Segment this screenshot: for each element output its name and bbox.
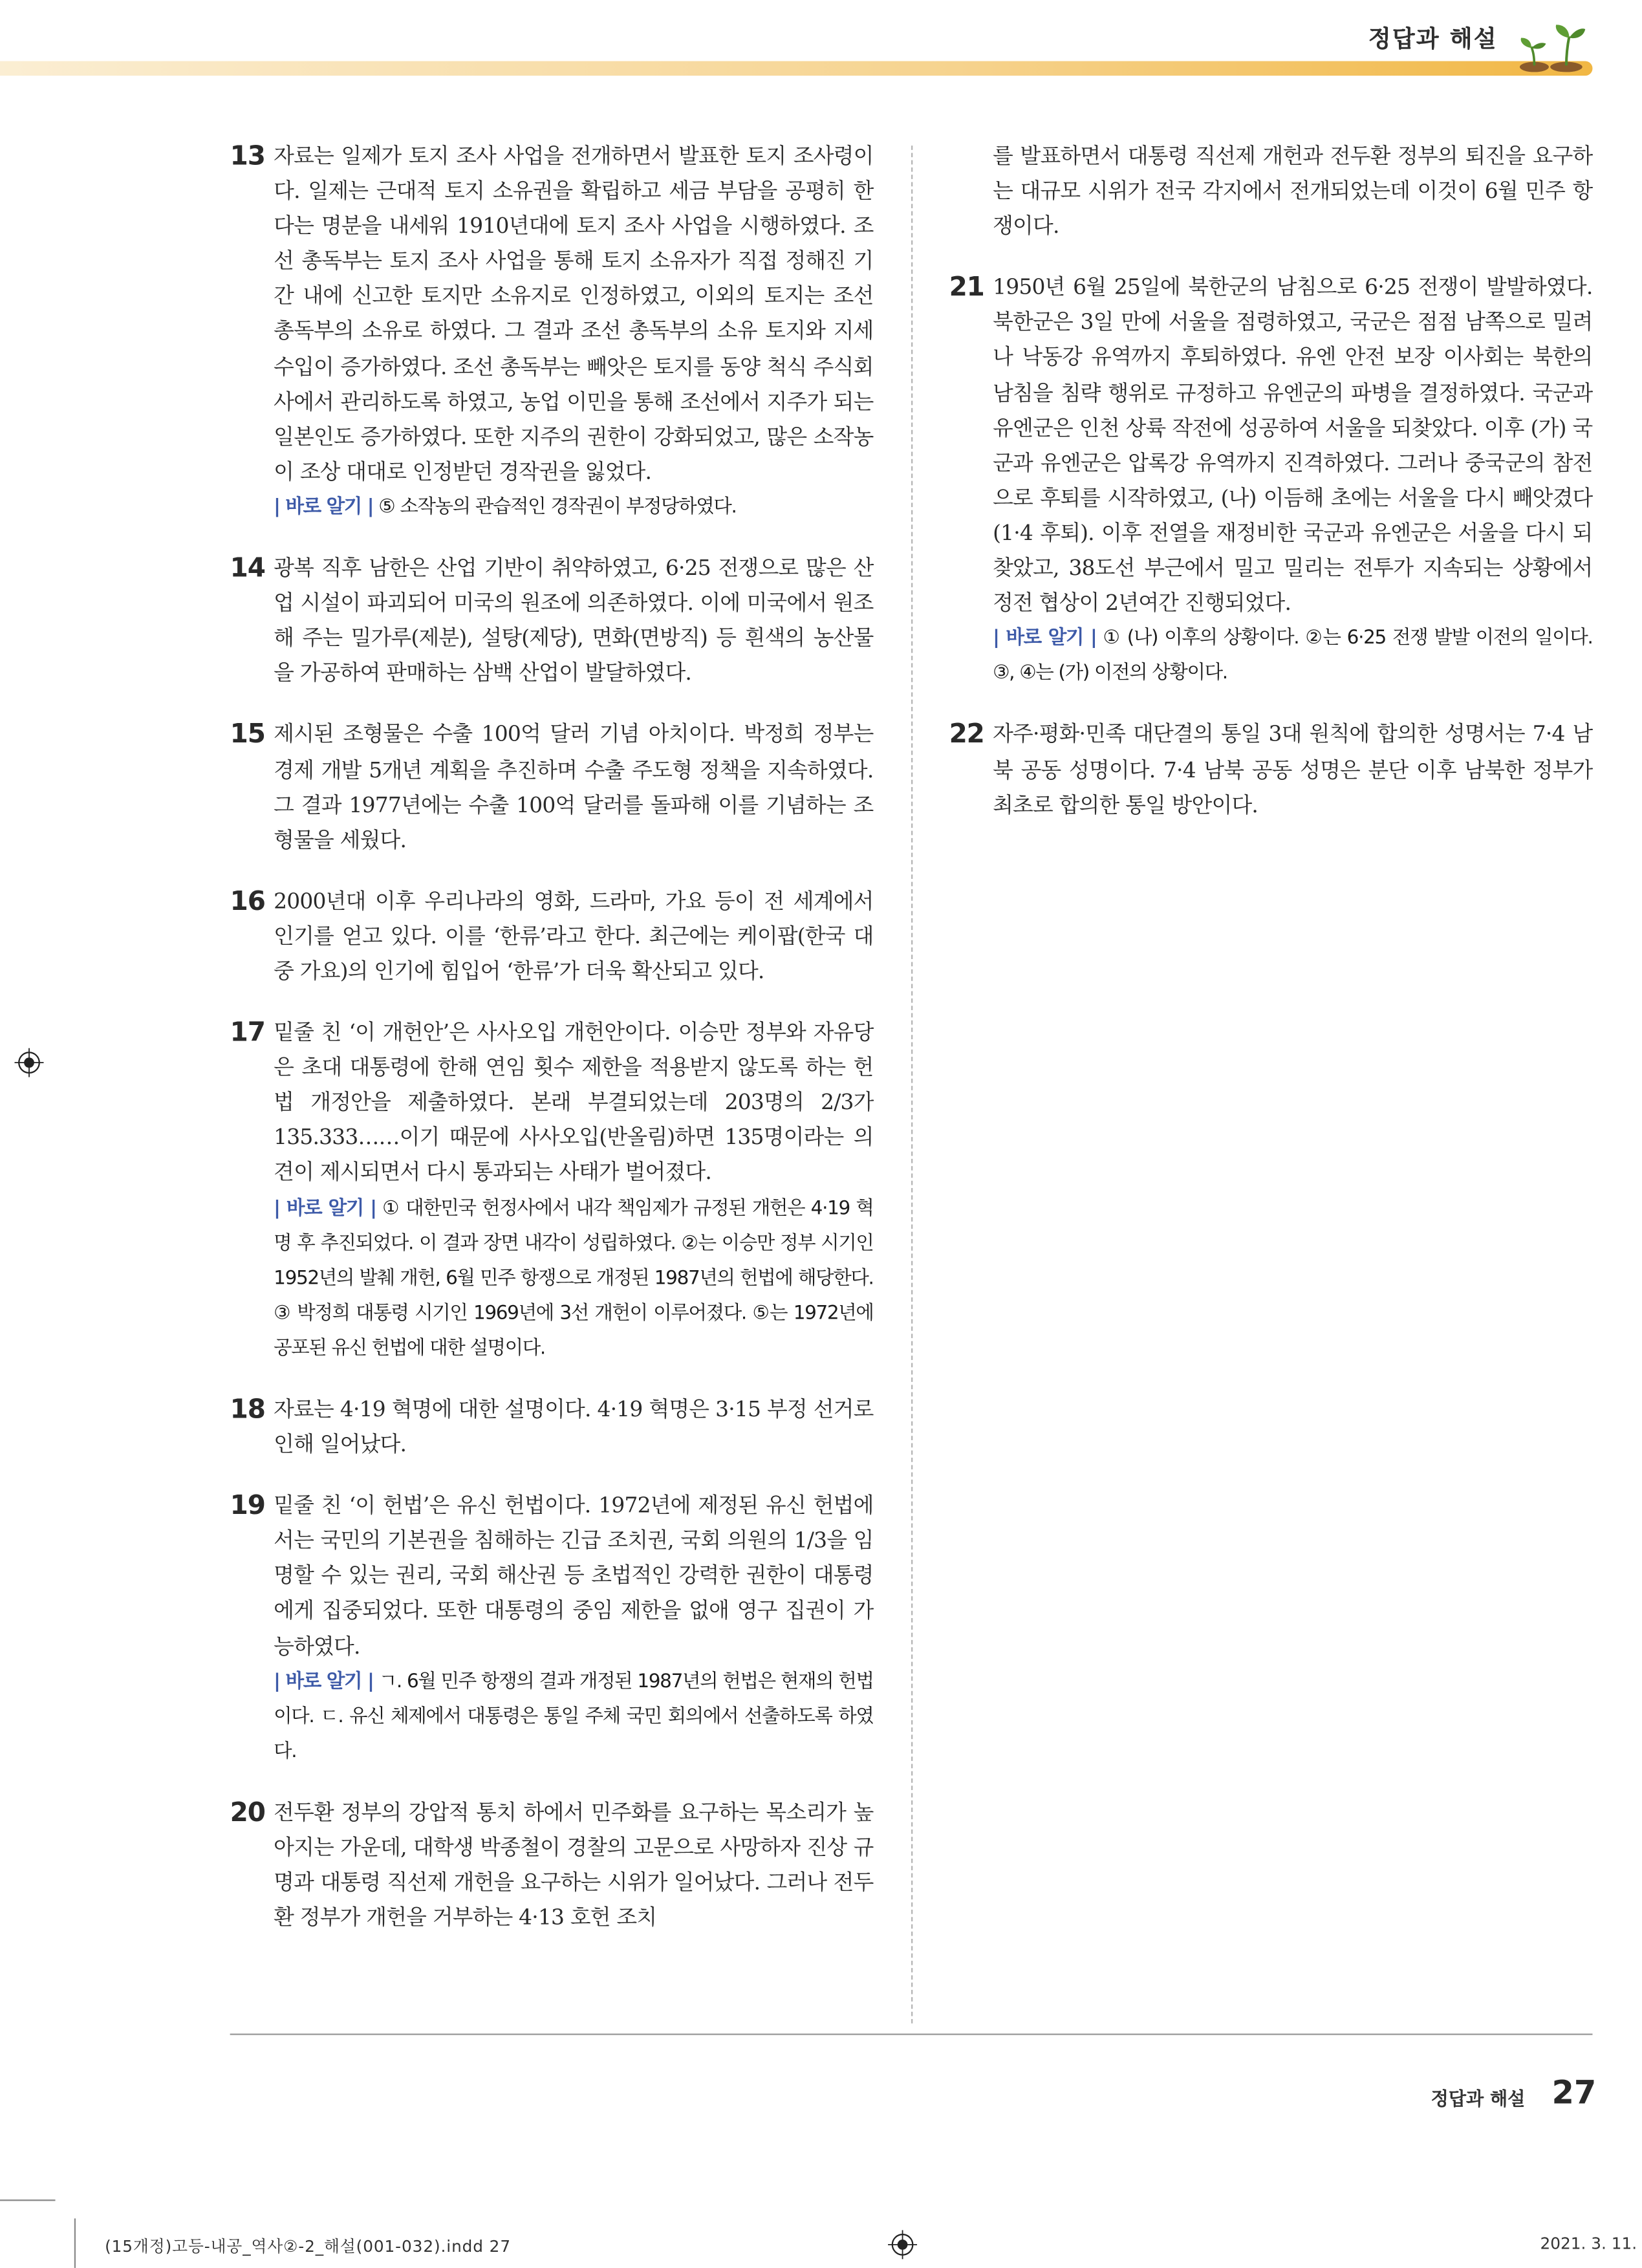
answer-item-22 xyxy=(949,718,1593,824)
hint-text: ① 대한민국 헌정사에서 내각 책임제가 규정된 개헌은 4·19 혁명 후 추진되었다. 이 결과 장면 내각이 성립하였다. ②는 이승만 정부 시기인 1952년의 발췌 개헌, 6월 민주 항쟁으로 개정된 1987년의 헌법에 해당한다. ③ 박정희 대통령 시기인 1969년에 3선 개헌이 이루어졌다. ⑤는 1972년에 공포된 유신 헌법에 대한 설명이다. xyxy=(274,1197,874,1360)
registration-mark-icon xyxy=(888,2230,917,2259)
item-text: 밑줄 친 ‘이 헌법’은 유신 헌법이다. 1972년에 제정된 유신 헌법에서는 국민의 기본권을 침해하는 긴급 조치권, 국회 의원의 1/3을 임명할 수 있는 권리, 국회 해산권 등 초법적인 강력한 권한이 대통령에게 집중되었다. 또한 대통령의 중임 제한을 없애 영구 집권이 가능하였다. xyxy=(274,1493,874,1659)
item-number: 17 xyxy=(230,1017,265,1048)
item-number: 19 xyxy=(230,1491,265,1522)
answer-item-20-continued xyxy=(949,140,1593,245)
hint-label: | 바로 알기 | xyxy=(993,627,1097,650)
answer-item-19 xyxy=(230,1489,874,1770)
answer-item-13 xyxy=(230,140,874,526)
header-bar xyxy=(0,61,1592,76)
item-number: 21 xyxy=(949,272,984,303)
crop-mark xyxy=(74,2218,76,2268)
hint-line xyxy=(274,1191,873,1366)
item-text: 광복 직후 남한은 산업 기반이 취약하였고, 6·25 전쟁으로 많은 산업 시설이 파괴되어 미국의 원조에 의존하였다. 이에 미국에서 원조해 주는 밀가루(제분), 설탕(제당), 면화(면방직) 등 흰색의 농산물을 가공하여 판매하는 삼백 산업이 발달하였다. xyxy=(274,556,874,686)
page-number: 27 xyxy=(1551,2075,1597,2113)
item-text: 밑줄 친 ‘이 개헌안’은 사사오입 개헌안이다. 이승만 정부와 자유당은 초대 대통령에 한해 연임 횟수 제한을 적용받지 않도록 하는 헌법 개정안을 제출하였다. 본래 부결되었는데 203명의 2/3가 135.333……이기 때문에 사사오입(반올림)하면 135명이라는 의견이 제시되면서 다시 통과되는 사태가 벌어졌다. xyxy=(274,1021,874,1186)
slug-filename: (15개정)고등-내공_역사②-2_해설(001-032).indd 27 xyxy=(105,2237,511,2256)
left-column xyxy=(230,140,874,1963)
hint-text: ⑤ 소작농의 관습적인 경작권이 부정당하였다. xyxy=(378,496,737,519)
item-number: 13 xyxy=(230,141,265,172)
answer-item-15 xyxy=(230,718,874,859)
answer-item-20 xyxy=(230,1796,874,1936)
item-text: 제시된 조형물은 수출 100억 달러 기념 아치이다. 박정희 정부는 경제 개발 5개년 계획을 추진하며 수출 주도형 정책을 지속하였다. 그 결과 1977년에는 수출 100억 달러를 돌파해 이를 기념하는 조형물을 세웠다. xyxy=(274,722,874,853)
hint-line xyxy=(993,622,1592,692)
item-number: 22 xyxy=(949,719,984,751)
item-text: 자료는 4·19 혁명에 대한 설명이다. 4·19 혁명은 3·15 부정 선거로 인해 일어났다. xyxy=(274,1397,874,1458)
answer-item-17 xyxy=(230,1016,874,1366)
hint-label: | 바로 알기 | xyxy=(274,496,374,519)
sprout-icon xyxy=(1514,23,1587,73)
hint-line xyxy=(274,1665,873,1770)
answer-item-21 xyxy=(949,271,1593,692)
item-text: 를 발표하면서 대통령 직선제 개헌과 전두환 정부의 퇴진을 요구하는 대규모 시위가 전국 각지에서 전개되었는데 이것이 6월 민주 항쟁이다. xyxy=(993,144,1593,239)
hint-line xyxy=(274,490,873,525)
right-column xyxy=(949,140,1593,850)
item-text: 2000년대 이후 우리나라의 영화, 드라마, 가요 등이 전 세계에서 인기를 얻고 있다. 이를 ‘한류’라고 한다. 최근에는 케이팝(한국 대중 가요)의 인기에 힘입어 ‘한류’가 더욱 확산되고 있다. xyxy=(274,889,874,984)
header-title: 정답과 해설 xyxy=(1368,25,1498,53)
item-number: 18 xyxy=(230,1394,265,1425)
hint-label: | 바로 알기 | xyxy=(274,1670,374,1693)
slug-date: 2021. 3. 11. xyxy=(1540,2234,1637,2254)
answer-item-18 xyxy=(230,1393,874,1463)
hint-text: ① (나) 이후의 상황이다. ②는 6·25 전쟁 발발 이전의 일이다. ③, ④는 (가) 이전의 상황이다. xyxy=(993,627,1593,685)
footer-rule xyxy=(230,2034,1593,2035)
item-number: 15 xyxy=(230,719,265,751)
answer-item-16 xyxy=(230,885,874,990)
item-text: 1950년 6월 25일에 북한군의 남침으로 6·25 전쟁이 발발하였다. 북한군은 3일 만에 서울을 점령하였고, 국군은 점점 남쪽으로 밀려나 낙동강 유역까지 후퇴하였다. 유엔 안전 보장 이사회는 북한의 남침을 침략 행위로 규정하고 유엔군의 파병을 결정하였다. 국군과 유엔군은 인천 상륙 작전에 성공하여 서울을 되찾았다. 이후 (가) 국군과 유엔군은 압록강 유역까지 진격하였다. 그러나 중국군의 참전으로 후퇴를 시작하였고, (나) 이듬해 초에는 서울을 다시 빼앗겼다(1·4 후퇴). 이후 전열을 재정비한 국군과 유엔군은 서울을 다시 되찾았고, 38도선 부근에서 밀고 밀리는 전투가 지속되는 상황에서 정전 협상이 2년여간 진행되었다. xyxy=(993,275,1593,616)
registration-mark-icon xyxy=(15,1048,44,1077)
item-number: 14 xyxy=(230,553,265,584)
item-text: 자료는 일제가 토지 조사 사업을 전개하면서 발표한 토지 조사령이다. 일제는 근대적 토지 소유권을 확립하고 세금 부담을 공평히 한다는 명분을 내세워 1910년대에 토지 조사 사업을 시행하였다. 조선 총독부는 토지 조사 사업을 통해 토지 소유자가 직접 정해진 기간 내에 신고한 토지만 소유지로 인정하였고, 이외의 토지는 조선 총독부의 소유로 하였다. 그 결과 조선 총독부의 소유 토지와 지세 수입이 증가하였다. 조선 총독부는 빼앗은 토지를 동양 척식 주식회사에서 관리하도록 하였고, 농업 이민을 통해 조선에서 지주가 되는 일본인도 증가하였다. 또한 지주의 권한이 강화되었고, 많은 소작농이 조상 대대로 인정받던 경작권을 잃었다. xyxy=(274,144,874,485)
hint-text: ㄱ. 6월 민주 항쟁의 결과 개정된 1987년의 헌법은 현재의 헌법이다. ㄷ. 유신 체제에서 대통령은 통일 주체 국민 회의에서 선출하도록 하였다. xyxy=(274,1670,874,1763)
crop-mark xyxy=(0,2199,56,2201)
item-number: 16 xyxy=(230,886,265,917)
item-text: 전두환 정부의 강압적 통치 하에서 민주화를 요구하는 목소리가 높아지는 가운데, 대학생 박종철이 경찰의 고문으로 사망하자 진상 규명과 대통령 직선제 개헌을 요구하는 시위가 일어났다. 그러나 전두환 정부가 개헌을 거부하는 4·13 호헌 조치 xyxy=(274,1800,874,1931)
answer-item-14 xyxy=(230,552,874,692)
item-text: 자주·평화·민족 대단결의 통일 3대 원칙에 합의한 성명서는 7·4 남북 공동 성명이다. 7·4 남북 공동 성명은 분단 이후 남북한 정부가 최초로 합의한 통일 방안이다. xyxy=(993,722,1593,818)
footer-title: 정답과 해설 xyxy=(1431,2087,1526,2110)
hint-label: | 바로 알기 | xyxy=(274,1197,376,1220)
column-divider xyxy=(911,146,913,2024)
item-number: 20 xyxy=(230,1797,265,1828)
